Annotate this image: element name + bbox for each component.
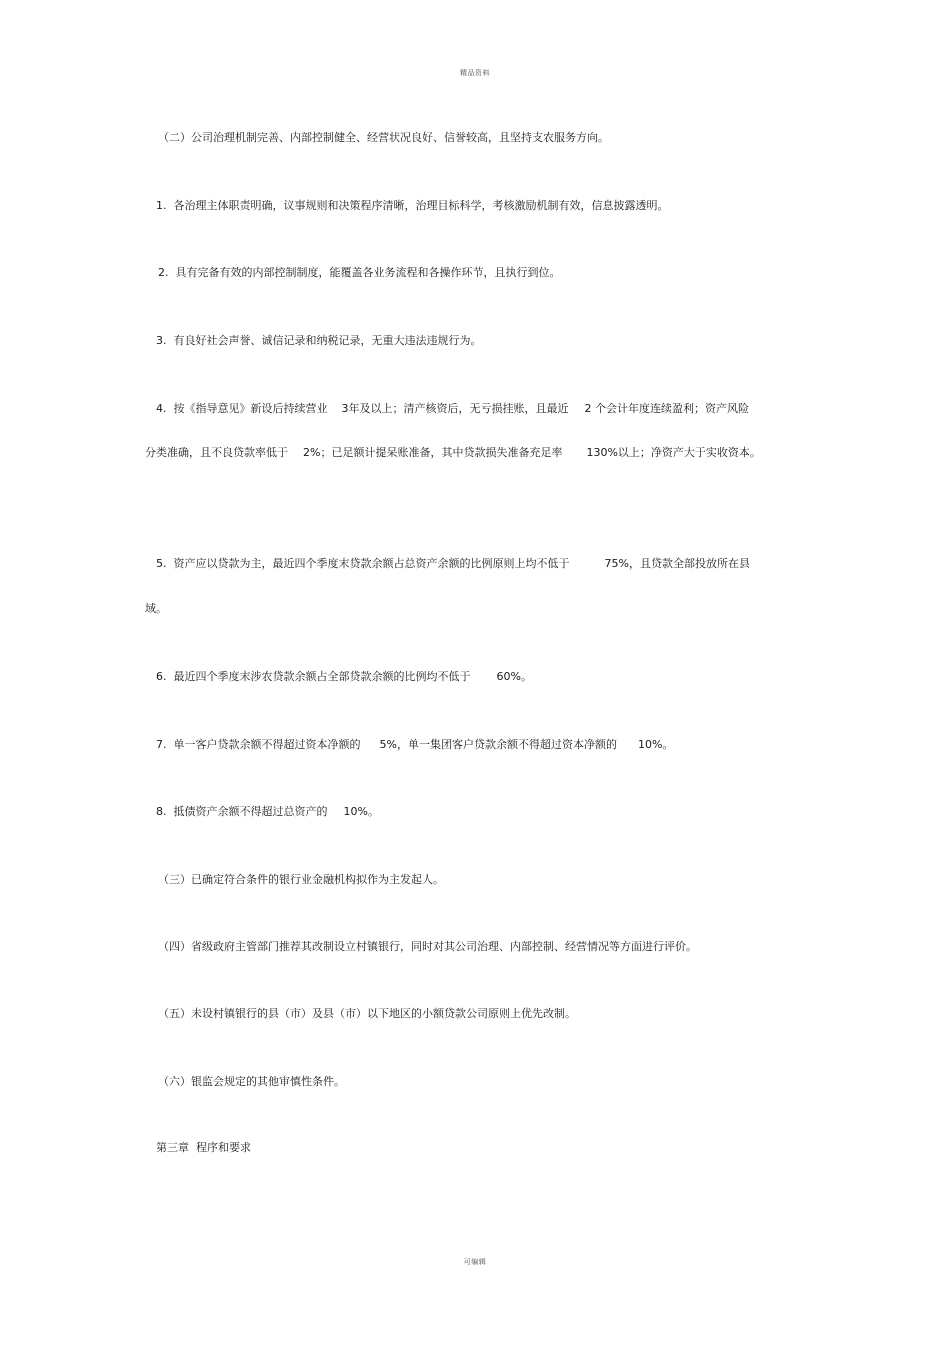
paragraph-6: （六）银监会规定的其他审慎性条件。 <box>158 1075 345 1088</box>
item-2: 2. 具有完备有效的内部控制制度，能覆盖各业务流程和各操作环节，且执行到位。 <box>158 266 561 279</box>
item-7-text-c: 10%。 <box>637 738 674 751</box>
item-5-line-2: 域。 <box>145 602 167 615</box>
item-4-text-a: 4. 按《指导意见》新设后持续营业 <box>156 402 328 415</box>
item-4-line-2 <box>145 446 761 459</box>
item-8 <box>156 805 379 818</box>
page-footer: 可编辑 <box>463 1258 487 1266</box>
item-4-line-1 <box>156 402 749 415</box>
paragraph-3: （三）已确定符合条件的银行业金融机构拟作为主发起人。 <box>158 873 444 886</box>
item-6-text-a: 6. 最近四个季度末涉农贷款余额占全部贷款余额的比例均不低于 <box>156 670 471 683</box>
item-7 <box>156 738 673 751</box>
item-5-line-1 <box>156 557 750 570</box>
paragraph-5: （五）未设村镇银行的县（市）及县（市）以下地区的小额贷款公司原则上优先改制。 <box>158 1007 576 1020</box>
item-4-text-c: 2 个会计年度连续盈利；资产风险 <box>584 402 749 415</box>
item-8-text-b: 10%。 <box>343 805 379 818</box>
item-7-text-a: 7. 单一客户贷款余额不得超过资本净额的 <box>156 738 361 751</box>
item-6 <box>156 670 532 683</box>
item-6-text-b: 60%。 <box>496 670 532 683</box>
item-1: 1. 各治理主体职责明确，议事规则和决策程序清晰，治理目标科学，考核激励机制有效，信息披露透明。 <box>156 199 669 212</box>
item-5-text-b: 75%，且贷款全部投放所在县 <box>604 557 750 570</box>
item-4-text-b: 3年及以上；清产核资后，无亏损挂账，且最近 <box>341 402 569 415</box>
item-3: 3. 有良好社会声誉、诚信记录和纳税记录，无重大违法违规行为。 <box>156 334 482 347</box>
item-5-text-a: 5. 资产应以贷款为主，最近四个季度末贷款余额占总资产余额的比例原则上均不低于 <box>156 557 570 570</box>
paragraph-2: （二）公司治理机制完善、内部控制健全、经营状况良好、信誉较高，且坚持支农服务方向。 <box>158 131 609 144</box>
chapter-3-heading: 第三章 程序和要求 <box>156 1141 251 1154</box>
item-4-text-d: 分类准确，且不良贷款率低于 <box>145 446 288 459</box>
page-header: 精品资料 <box>460 69 490 77</box>
item-4-text-e: 2%；已足额计提呆账准备，其中贷款损失准备充足率 <box>303 446 563 459</box>
paragraph-4: （四）省级政府主管部门推荐其改制设立村镇银行，同时对其公司治理、内部控制、经营情况等方面进行评价。 <box>158 940 697 953</box>
item-8-text-a: 8. 抵债资产余额不得超过总资产的 <box>156 805 328 818</box>
item-4-text-f: 130%以上；净资产大于实收资本。 <box>586 446 761 459</box>
item-7-text-b: 5%，单一集团客户贷款余额不得超过资本净额的 <box>379 738 617 751</box>
